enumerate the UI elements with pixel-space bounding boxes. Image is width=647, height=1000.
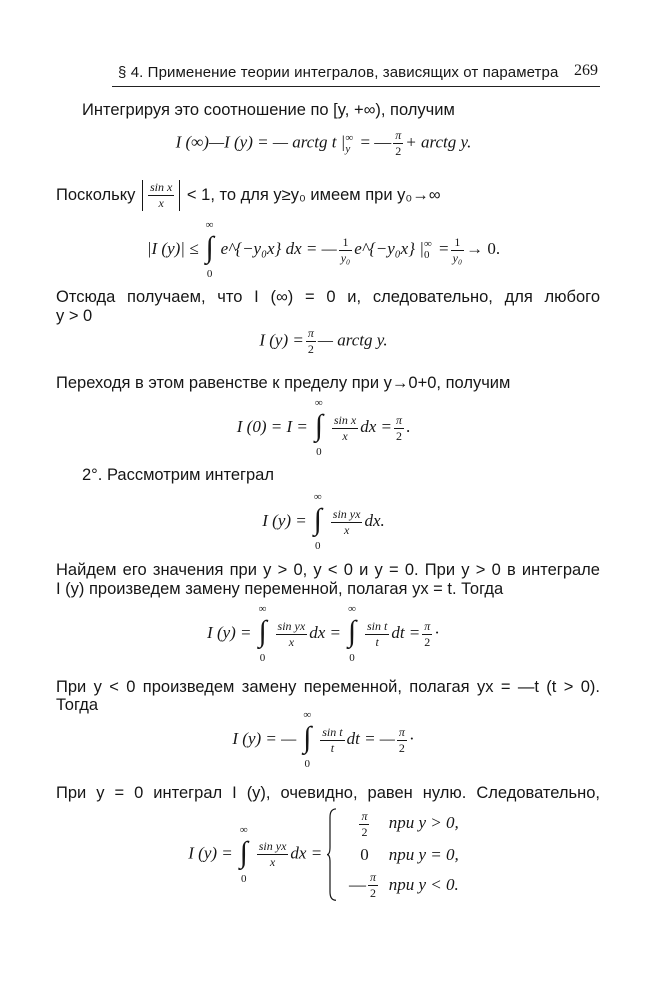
eq7-int-lo: 0 [304,758,311,770]
eq4-den: x [342,428,348,443]
eq2-lim-up: ∞ [423,238,432,250]
integral-sign: ∞ ∫ 0 [299,710,315,770]
eq7-lhs: I (y) = — [232,728,297,748]
equation-5 [0,492,647,552]
eq2-int-up: ∞ [205,219,214,231]
t2-num: sin x [149,180,173,194]
eq5-int-lo: 0 [315,540,321,552]
case-positive [344,808,458,840]
equation-6 [0,604,647,664]
eq1-fraction [393,128,403,159]
integral-sign: ∞ ∫ 0 [310,492,326,552]
eq2-int-lo: 0 [206,268,213,280]
equation-2 [0,220,647,280]
case3-fraction [368,870,378,901]
running-header [112,62,600,87]
eq6-num3: π [424,618,431,633]
case3-cond: при y < 0. [388,874,459,894]
t2-pre: Поскольку [56,185,136,204]
text-line: 2°. Рассмотрим интеграл [82,466,274,484]
integral-sign: ∞ ∫ 0 [236,825,252,885]
eq2-lim-lo: 0 [423,249,430,261]
eq1-lim-lo: y [345,142,351,155]
eq7-den: t [330,740,335,755]
eq8-mid: dx = [290,843,323,863]
eq6-fraction-2 [365,619,389,650]
eq5-den: x [343,522,350,537]
eq2-den2: y₀ [452,250,463,265]
text-line: Интегрируя это соотношение по [y, +∞), получим [82,101,455,119]
eq2-lhs: |I (y)| ≤ [146,238,199,258]
piecewise-cases [326,808,458,901]
eq6-lhs: I (y) = [207,622,252,642]
case3-den: 2 [369,886,376,901]
eq2-limits [424,239,432,261]
case3-sign: — [348,874,366,894]
eq6-den: x [288,634,295,649]
eq3-num: π [307,326,314,340]
eq1-lhs: I (∞)—I (y) = — arctg t | [175,132,346,152]
eq1-end: + arctg y. [405,132,472,152]
case1-fraction [359,809,369,840]
text-line: Тогда [56,696,99,714]
equation-3 [0,326,647,357]
eq4-lhs: I (0) = I = [236,416,308,436]
eq2-eq: = [434,238,449,258]
integral-sign: ∞ ∫ 0 [344,604,360,664]
eq2-mid: e^{−y₀x} | [354,238,424,258]
eq6-mid: dx = [309,622,341,642]
eq1-lim-up: ∞ [345,131,354,144]
eq1-num: π [395,128,402,142]
eq1-limits [345,133,353,155]
eq4-fraction-1 [332,413,358,444]
case3-num: π [369,870,376,885]
eq7-fraction-2 [397,725,407,756]
eq8-int-lo: 0 [241,872,247,885]
eq8-num: sin yx [258,839,287,854]
left-brace-icon [326,808,338,901]
eq4-den2: 2 [395,428,402,443]
eq7-num: sin t [322,724,343,739]
eq6-den3: 2 [424,634,431,649]
header-title: § 4. Применение теории интегралов, зависящих от параметра [118,64,559,81]
equation-4 [0,398,647,458]
eq6-fraction-1 [276,619,308,650]
eq6-int2-lo: 0 [349,652,355,664]
text-line: Найдем его значения при y > 0, y < 0 и y = 0. При y > 0 в интеграле [56,561,600,579]
eq6-end: · [434,622,440,642]
eq3-fraction [306,326,316,357]
eq7-end: · [408,728,415,748]
equation-1 [0,128,647,159]
eq2-integrand: e^{−y₀x} dx = — [220,238,337,258]
page-number: 269 [574,62,598,79]
eq1-mid: = — [356,132,392,152]
text-line: I (y) произведем замену переменной, полагая yx = t. Тогда [56,580,504,598]
integral-sign: ∞ ∫ 0 [311,398,327,458]
eq8-lhs: I (y) = [188,843,233,863]
eq4-end: . [405,416,411,436]
eq3-lhs: I (y) = [259,330,304,350]
eq1-den: 2 [395,144,402,158]
text-line: Отсюда получаем, что I (∞) = 0 и, следовательно, для любого [56,288,600,306]
integral-sign: ∞ ∫ 0 [255,604,271,664]
case-zero [344,840,458,870]
eq2-den1: y₀ [340,250,351,265]
eq5-num: sin yx [332,506,361,521]
case1-cond: при y > 0, [388,813,459,832]
eq2-num2: 1 [451,235,465,251]
abs-bracket [142,180,180,211]
text-line: При y = 0 интеграл I (y), очевидно, равен нулю. Следовательно, [56,784,600,802]
eq5-fraction [331,507,363,538]
case1-num: π [361,808,368,823]
eq5-int-up: ∞ [313,491,322,503]
eq7-num2: π [398,724,405,739]
text-line: y > 0 [56,307,93,325]
case2-cond: при y = 0, [388,844,459,864]
eq2-fraction-2 [451,235,465,266]
eq6-num: sin yx [277,618,306,633]
t2-fraction [148,180,174,211]
eq2-end: → 0. [466,238,501,258]
eq7-den2: 2 [398,740,405,755]
eq5-lhs: I (y) = [262,510,307,530]
eq7-fraction-1 [320,725,344,756]
eq7-mid: dt = — [346,728,395,748]
eq4-num: sin x [333,412,357,427]
eq2-num1: 1 [339,235,353,251]
eq6-fraction-3 [422,619,432,650]
integral-sign: ∞ ∫ 0 [202,220,218,280]
eq5-end: dx. [364,510,385,530]
eq3-end: — arctg y. [317,330,388,350]
eq7-int-up: ∞ [303,709,312,721]
t2-den: x [158,196,164,210]
eq6-int-up: ∞ [258,603,267,615]
equation-7 [0,710,647,770]
eq6-num2: sin t [366,618,388,633]
eq6-den2: t [375,634,379,649]
eq8-int-up: ∞ [239,823,248,836]
eq4-fraction-2 [394,413,404,444]
eq4-int-up: ∞ [314,397,323,409]
text-line: Переходя в этом равенстве к пределу при y→0+0, получим [56,374,511,392]
eq6-int2-up: ∞ [348,603,356,615]
eq4-int-lo: 0 [316,446,322,458]
text-line: При y < 0 произведем замену переменной, полагая yx = —t (t > 0). [56,678,600,696]
eq6-mid2: dt = [391,622,421,642]
equation-8 [0,808,647,901]
eq4-mid: dx = [360,416,392,436]
case1-den: 2 [361,824,368,839]
case-negative [344,870,458,902]
eq2-fraction-1 [339,235,353,266]
text-line-poskolku [56,180,600,211]
eq8-fraction [257,839,289,870]
eq3-den: 2 [307,342,314,356]
case2-val: 0 [360,844,369,864]
eq4-num2: π [395,412,402,427]
eq8-den: x [269,855,276,870]
eq6-int-lo: 0 [259,652,266,664]
t2-rest: < 1, то для y≥y₀ имеем при y₀→∞ [186,185,441,204]
